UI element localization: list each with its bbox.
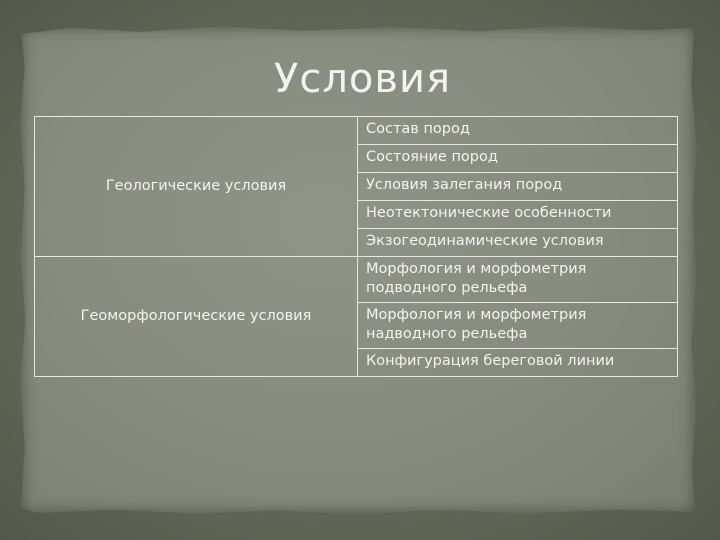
- table-row: [35, 257, 678, 303]
- table-cell: Экзогеодинамические условия: [358, 229, 678, 257]
- table-cell: Морфология и морфометрия надводного рельефа: [358, 303, 678, 349]
- table-cell: Состояние пород: [358, 145, 678, 173]
- group-label-geomorphological: Геоморфологические условия: [35, 257, 358, 377]
- table-row: [35, 117, 678, 145]
- slide-title: Условия: [274, 56, 452, 102]
- table-cell: Условия залегания пород: [358, 173, 678, 201]
- table-cell: Морфология и морфометрия подводного рельефа: [358, 257, 678, 303]
- group-label-geological: Геологические условия: [35, 117, 358, 257]
- table-cell: Конфигурация береговой линии: [358, 349, 678, 377]
- conditions-table: [34, 116, 678, 377]
- table-cell: Состав пород: [358, 117, 678, 145]
- table-cell: Неотектонические особенности: [358, 201, 678, 229]
